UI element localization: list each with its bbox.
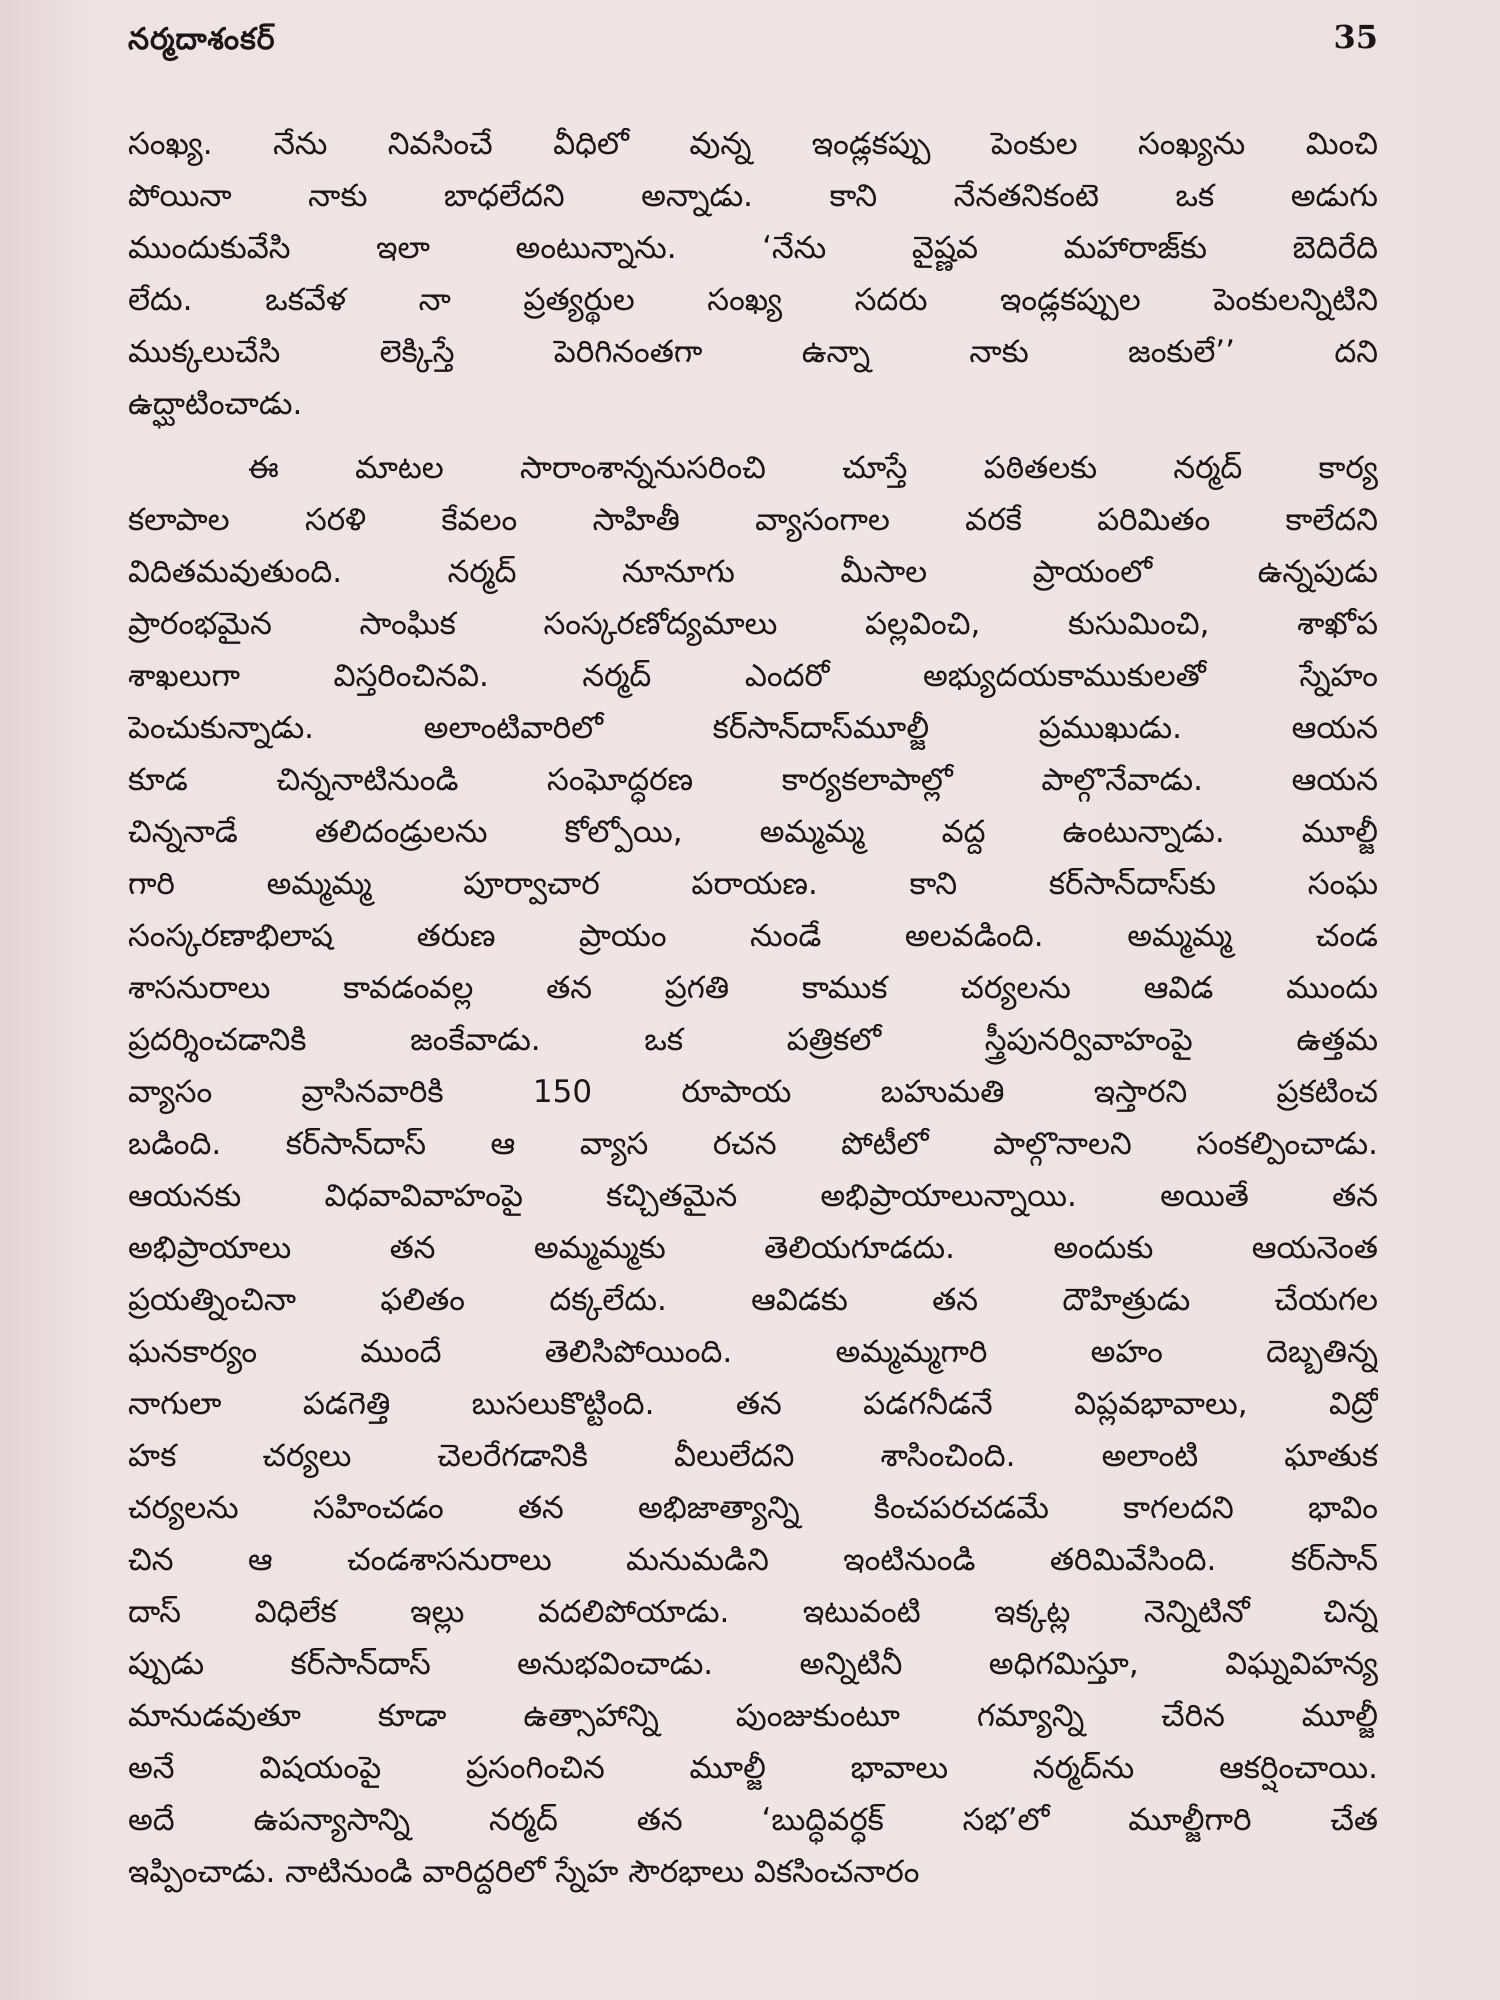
text-line: ప్రారంభమైన సాంఘిక సంస్కరణోద్యమాలు పల్లవించి, కుసుమించి, శాఖోప: [128, 606, 1378, 642]
text-line: గారి అమ్మమ్మ పూర్వాచార పరాయణ. కాని కర్‌సాన్‌దాస్‌కు సంఘ: [128, 866, 1378, 902]
text-line: ముక్కలుచేసి లెక్కిస్తే పెరిగినంతగా ఉన్నా నాకు జంకులే’’ దని: [128, 334, 1378, 370]
text-line: కూడ చిన్ననాటినుండి సంఘోద్ధరణ కార్యకలాపాల్లో పాల్గొనేవాడు. ఆయన: [128, 762, 1378, 798]
text-line: ప్రయత్నించినా ఫలితం దక్కలేదు. ఆవిడకు తన దౌహిత్రుడు చేయగల: [128, 1282, 1378, 1318]
text-line: ఈ మాటల సారాంశాన్ననుసరించి చూస్తే పఠితలకు నర్మద్ కార్య: [248, 450, 1378, 486]
text-line: వ్యాసం వ్రాసినవారికి 150 రూపాయ బహుమతి ఇస్తారని ప్రకటించ: [128, 1074, 1378, 1110]
text-line: చిన్ననాడే తలిదండ్రులను కోల్పోయి, అమ్మమ్మ వద్ద ఉంటున్నాడు. మూల్జీ: [128, 814, 1378, 850]
text-line: ఉద్ఘాటించాడు.: [128, 386, 303, 422]
text-line: కలాపాల సరళి కేవలం సాహితీ వ్యాసంగాల వరకే పరిమితం కాలేదని: [128, 502, 1378, 538]
text-line: ఇప్పించాడు. నాటినుండి వారిద్దరిలో స్నేహ సౌరభాలు వికసించనారం: [128, 1854, 920, 1890]
text-line: చిన ఆ చండశాసనురాలు మనుమడిని ఇంటినుండి తరిమివేసింది. కర్‌సాన్: [128, 1542, 1378, 1578]
text-line: శాఖలుగా విస్తరించినవి. నర్మద్ ఎందరో అభ్యుదయకాముకులతో స్నేహం: [128, 658, 1378, 694]
running-head: నర్మదాశంకర్: [128, 22, 276, 57]
text-line: ముందుకువేసి ఇలా అంటున్నాను. ‘నేను వైష్ణవ మహారాజ్‌కు బెదిరేది: [128, 230, 1378, 266]
text-line: నాగులా పడగెత్తి బుసలుకొట్టింది. తన పడగనీడనే విప్లవభావాలు, విద్రో: [128, 1386, 1378, 1422]
body-text: [128, 118, 1378, 1898]
text-line: మానుడవుతూ కూడా ఉత్సాహాన్ని పుంజుకుంటూ గమ్యాన్ని చేరిన మూల్జీ: [128, 1698, 1378, 1734]
paragraph-2: [128, 442, 1378, 1898]
text-line: పోయినా నాకు బాధలేదని అన్నాడు. కాని నేనతనికంటె ఒక అడుగు: [128, 178, 1378, 214]
text-line: ఆయనకు విధవావివాహంపై కచ్చితమైన అభిప్రాయాలున్నాయి. అయితే తన: [128, 1178, 1378, 1214]
text-line: అభిప్రాయాలు తన అమ్మమ్మకు తెలియగూడదు. అందుకు ఆయనెంత: [128, 1230, 1378, 1266]
text-line: దాస్ విధిలేక ఇల్లు వదలిపోయాడు. ఇటువంటి ఇక్కట్ల నెన్నిటినో చిన్న: [128, 1594, 1378, 1630]
text-line: పెంచుకున్నాడు. అలాంటివారిలో కర్‌సాన్‌దాస్‌మూల్జీ ప్రముఖుడు. ఆయన: [128, 710, 1378, 746]
text-line: చర్యలను సహించడం తన అభిజాత్యాన్ని కించపరచడమే కాగలదని భావిం: [128, 1490, 1378, 1526]
text-line: విదితమవుతుంది. నర్మద్ నూనూగు మీసాల ప్రాయంలో ఉన్నపుడు: [128, 554, 1378, 590]
text-line: ప్పుడు కర్‌సాన్‌దాస్ అనుభవించాడు. అన్నిటినీ అధిగమిస్తూ, విఘ్నవిహన్య: [128, 1646, 1378, 1682]
text-line: అదే ఉపన్యాసాన్ని నర్మద్ తన ‘బుద్ధివర్ధక్ సభ’లో మూల్జీగారి చేత: [128, 1802, 1378, 1838]
text-line: బడింది. కర్‌సాన్‌దాస్ ఆ వ్యాస రచన పోటీలో పాల్గొనాలని సంకల్పించాడు.: [128, 1126, 1378, 1162]
text-line: అనే విషయంపై ప్రసంగించిన మూల్జీ భావాలు నర్మద్‌ను ఆకర్షించాయి.: [128, 1750, 1378, 1786]
text-line: సంఖ్య. నేను నివసించే వీధిలో వున్న ఇండ్లకప్పు పెంకుల సంఖ్యను మించి: [128, 126, 1378, 162]
text-line: ప్రదర్శించడానికి జంకేవాడు. ఒక పత్రికలో స్త్రీపునర్వివాహంపై ఉత్తమ: [128, 1022, 1378, 1058]
text-line: హక చర్యలు చెలరేగడానికి వీలులేదని శాసించింది. అలాంటి ఘాతుక: [128, 1438, 1378, 1474]
text-line: సంస్కరణాభిలాష తరుణ ప్రాయం నుండే అలవడింది. అమ్మమ్మ చండ: [128, 918, 1378, 954]
text-line: లేదు. ఒకవేళ నా ప్రత్యర్థుల సంఖ్య సదరు ఇండ్లకప్పుల పెంకులన్నిటిని: [128, 282, 1378, 318]
page-number: 35: [1333, 18, 1378, 56]
paragraph-1: [128, 118, 1378, 430]
text-line: ఘనకార్యం ముందే తెలిసిపోయింది. అమ్మమ్మగారి అహం దెబ్బతిన్న: [128, 1334, 1378, 1370]
text-line: శాసనురాలు కావడంవల్ల తన ప్రగతి కాముక చర్యలను ఆవిడ ముందు: [128, 970, 1378, 1006]
